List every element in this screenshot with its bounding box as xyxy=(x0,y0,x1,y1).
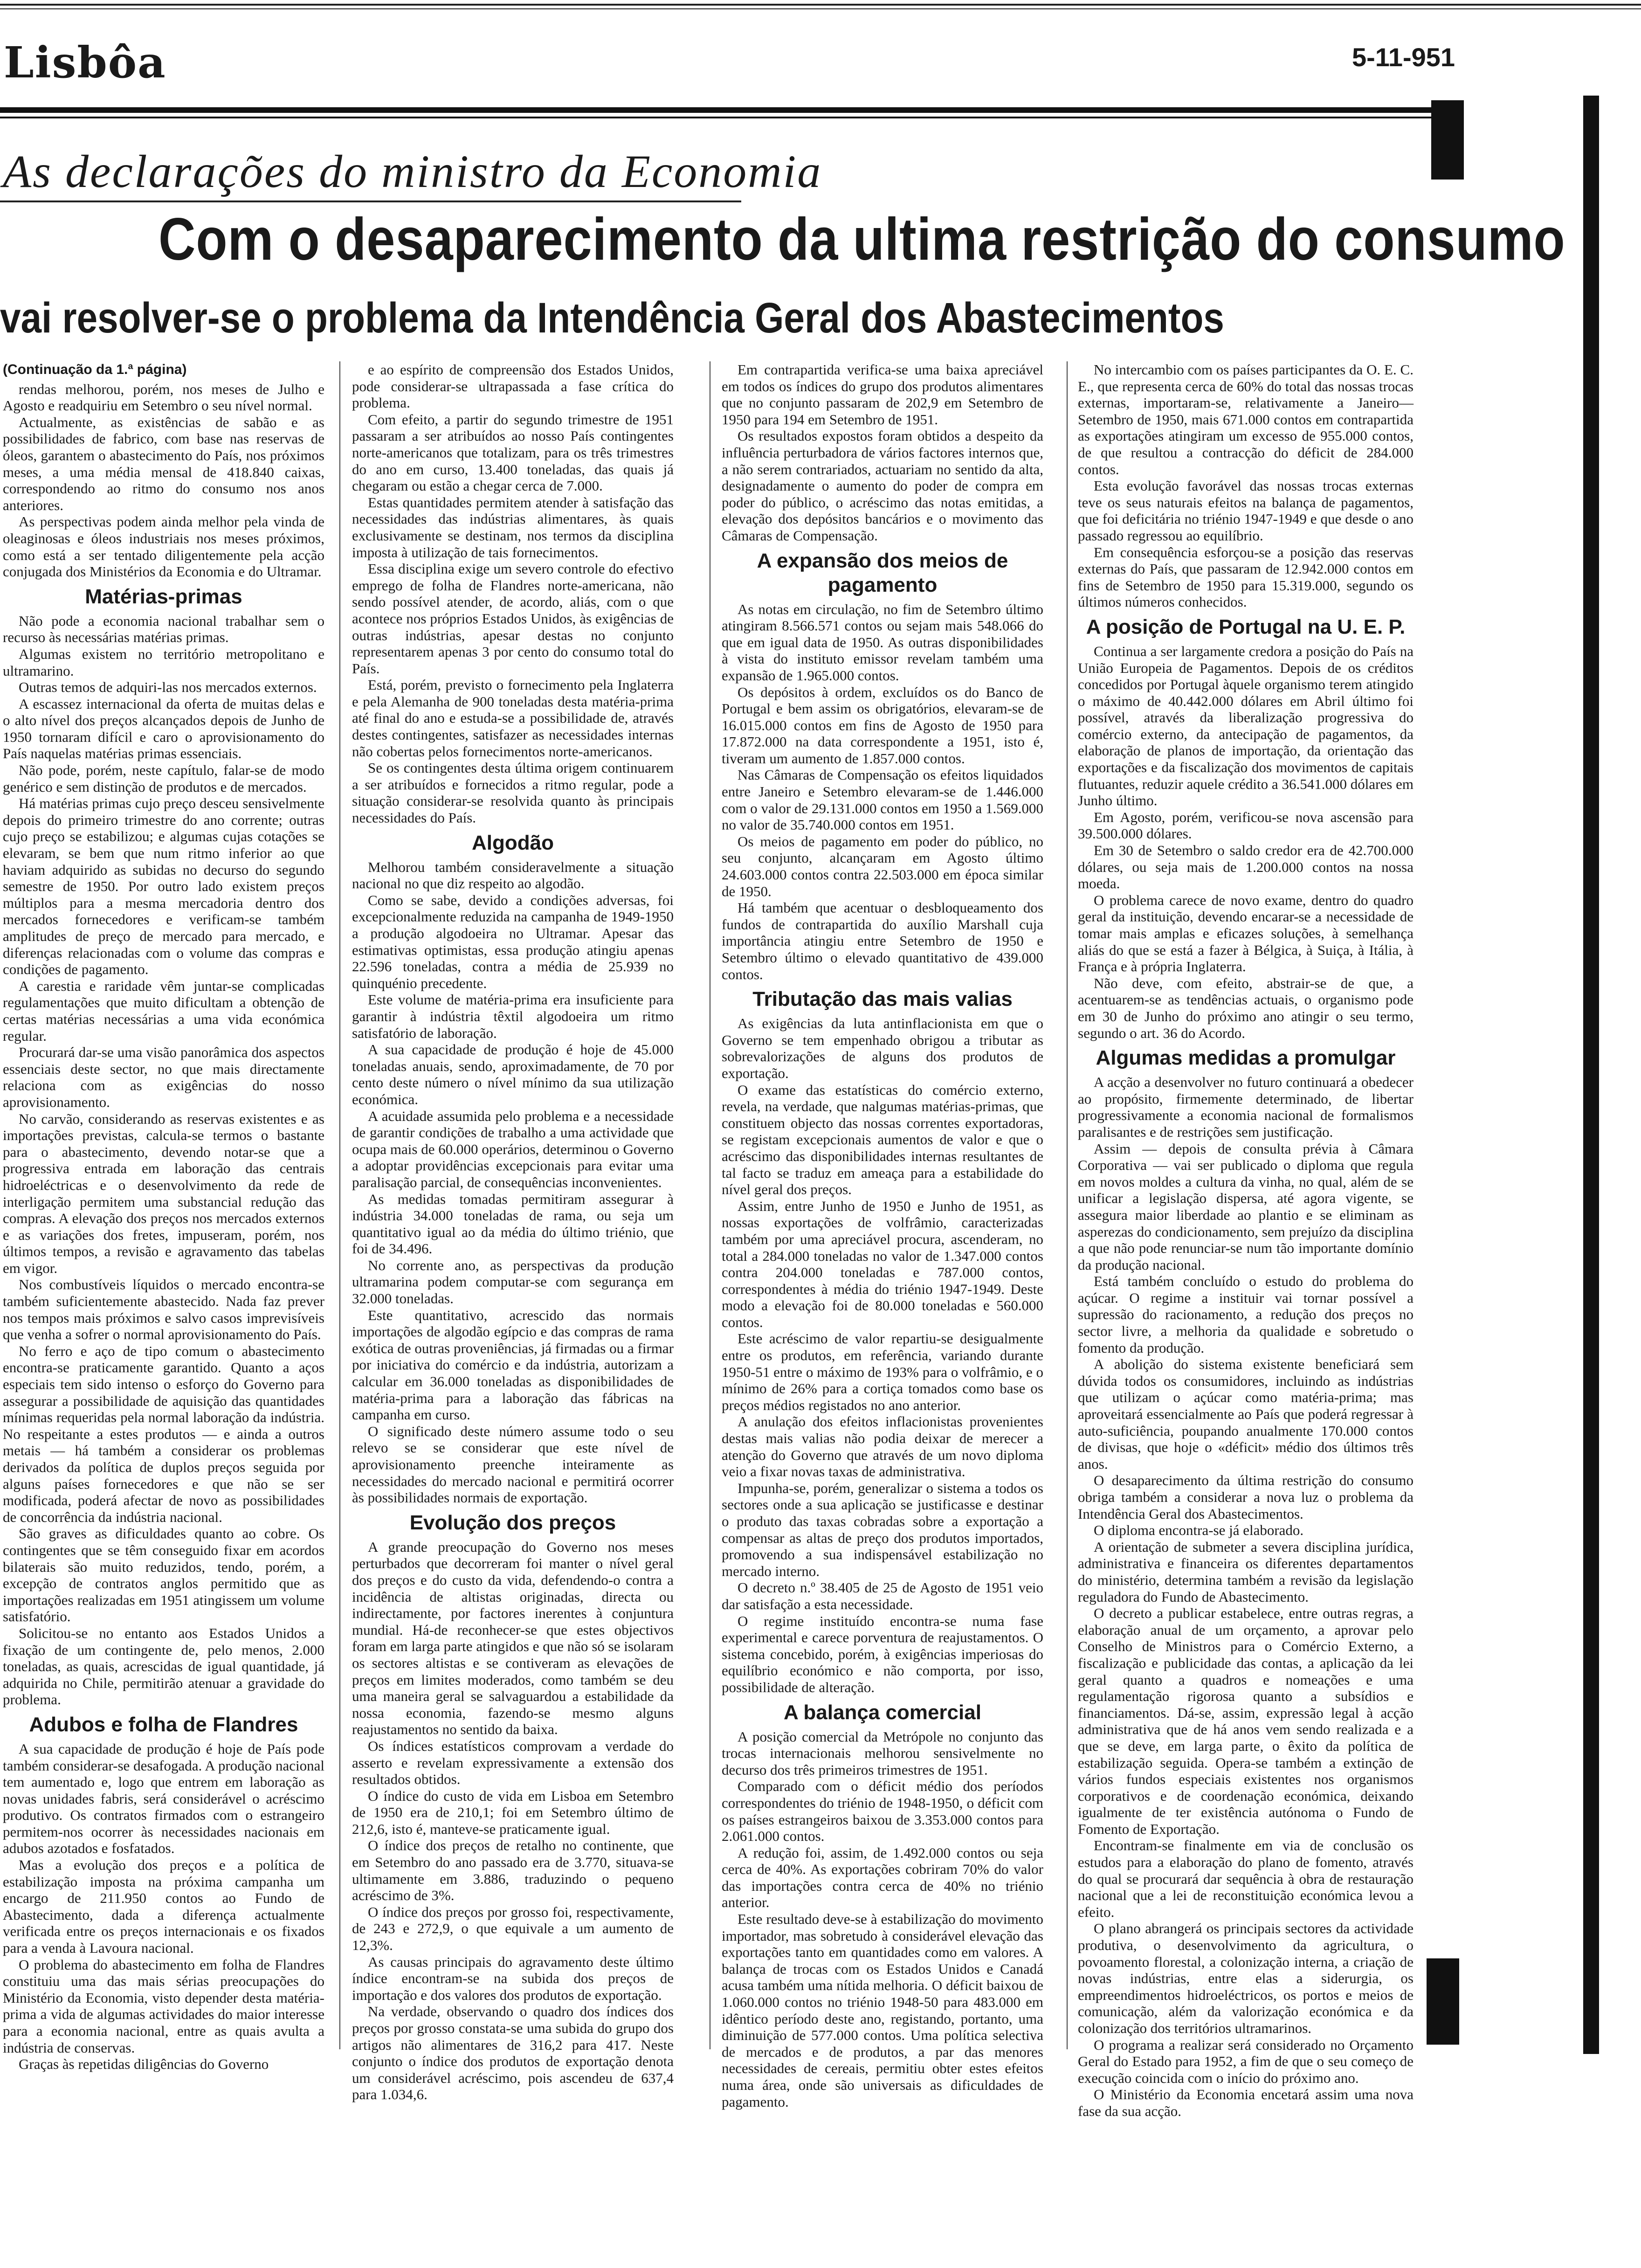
article-column-4 xyxy=(1078,361,1413,2120)
kicker-underline xyxy=(0,201,741,202)
article-column-3 xyxy=(722,361,1043,2110)
article-paragraph: Graças às repetidas diligências do Governo xyxy=(19,2056,269,2073)
article-paragraph: Solicitou-se no entanto aos Estados Unidos a fixação de um contingente de, pelo menos, 2.000 toneladas, as quais, acrescidas de igual quantidade, já adquirida no Chile, permitirão atenuar a gravidade do problema. xyxy=(3,1625,324,1708)
masthead-date: 5-11-951 xyxy=(1352,42,1455,72)
article-paragraph: Melhorou também consideravelmente a situação nacional no que diz respeito ao algodão. xyxy=(352,858,674,892)
article-paragraph: Se os contingentes desta última origem continuarem a ser atribuídos e fornecidos a ritmo regular, pode a situação considerar-se resolvida quanto às principais necessidades do País. xyxy=(352,760,674,826)
article-paragraph: Este resultado deve-se à estabilização do movimento importador, mas sobretudo à considerável elevação das exportações tanto em quantidades como em valores. A balança de trocas com os Estados Unidos e Canadá acusa também uma nítida melhoria. O déficit baixou de 1.060.000 contos no triénio 1948-50 para 483.000 em idêntico período deste ano, registando, portanto, uma diminuição de 577.000 contos. Uma política selectiva de mercados e de produtos, a par das menores necessidades de cereais, permitiu obter estes efeitos numa área, onde são universais as dificuldades de pagamento. xyxy=(722,1911,1043,2110)
article-paragraph: O regime instituído encontra-se numa fase experimental e carece porventura de reajustamentos. O sistema concebido, porém, à exigências imperiosas do equilíbrio económico e não comporta, por isso, possibilidade de alteração. xyxy=(722,1612,1043,1695)
article-paragraph: Com efeito, a partir do segundo trimestre de 1951 passaram a ser atribuídos ao nosso País contingentes norte-americanos que totalizam, para os três trimestres do ano em curso, 13.400 toneladas, das quais já chegaram ou estão a chegar cerca de 7.000. xyxy=(352,411,674,494)
article-paragraph: Em contrapartida verifica-se uma baixa apreciável em todos os índices do grupo dos produtos alimentares que no conjunto passaram de 202,9 em Setembro de 1950 para 194 em Setembro de 1951. xyxy=(722,361,1043,428)
article-paragraph: No corrente ano, as perspectivas da produção ultramarina podem computar-se com segurança em 32.000 toneladas. xyxy=(352,1257,674,1307)
article-paragraph: O desaparecimento da última restrição do consumo obriga também a considerar a nova luz o problema da Intendência Geral dos Abastecimentos. xyxy=(1078,1472,1413,1522)
article-paragraph: O exame das estatísticas do comércio externo, revela, na verdade, que nalgumas matérias-primas, que constituem objecto das nossas correntes exportadoras, se registam excepcionais aumentos de valor e que o acréscimo das disponibilidades internas resultantes de tal facto se traduz em ameaça para a estabilidade do nível geral dos preços. xyxy=(722,1081,1043,1198)
article-paragraph: O decreto n.º 38.405 de 25 de Agosto de 1951 veio dar satisfação a esta necessidade. xyxy=(722,1579,1043,1612)
article-paragraph: Mas a evolução dos preços e a política de estabilização imposta na próxima campanha um encargo de 211.950 contos ao Fundo de Abastecimento, dada a diferença actualmente verificada entre os preços internacionais e os fixados para a venda à Lavoura nacional. xyxy=(3,1857,324,1957)
article-paragraph: Não pode, porém, neste capítulo, falar-se de modo genérico e sem distinção de produtos e de mercados. xyxy=(3,762,324,795)
right-bar-top-block xyxy=(1431,100,1464,180)
article-paragraph: Continua a ser largamente credora a posição do País na União Europeia de Pagamentos. Depois de os créditos concedidos por Portugal àquele organismo terem atingido o máximo de 40.442.000 dólares em Abril último foi possível, através da liberalização progressiva do comércio externo, da antecipação de pagamentos, da elaboração de planos de importação, da orientação das exportações e da fiscalização dos movimentos de capitais flutuantes, reduzir aquele crédito a 36.541.000 dólares em Junho último. xyxy=(1078,643,1413,809)
article-paragraph: Essa disciplina exige um severo controle do efectivo emprego de folha de Flandres norte-americana, não sendo possível atender, de acordo, aliás, com o que acontece nos próprios Estados Unidos, às exigências de outras indústrias, apesar destas no conjunto representarem apenas 3 por cento do consumo total do País. xyxy=(352,560,674,677)
article-paragraph: Algumas existem no território metropolitano e ultramarino. xyxy=(3,645,324,679)
article-paragraph: As notas em circulação, no fim de Setembro último atingiram 8.566.571 contos ou sejam mais 548.066 do que em igual data de 1950. As outras disponibilidades à vista do instituto emissor revelam também uma expansão de 1.965.000 contos. xyxy=(722,601,1043,684)
section-heading: A posição de Portugal na U. E. P. xyxy=(1086,615,1406,638)
article-paragraph: Não deve, com efeito, abstrair-se de que, a acentuarem-se as tendências actuais, o organismo pode em 30 de Junho do próximo ano atingir o seu termo, segundo o art. 36 do Acordo. xyxy=(1078,975,1413,1041)
article-paragraph: O decreto a publicar estabelece, entre outras regras, a elaboração anual de um orçamento, a aprovar pelo Conselho de Ministros para o Comércio Externo, a fiscalização e publicidade das contas, a aplicação da lei geral quanto a quadros e nomeações e uma regulamentação rigorosa quanto a subsídios e financiamentos. Dá-se, assim, expressão legal à acção administrativa que de há anos vem sendo realizada e a que se deve, em larga parte, o êxito da política de estabilização seguida. Opera-se também a extinção de vários fundos especiais existentes nos organismos corporativos e de coordenação económica, deixando igualmente de ter existência autónoma o Fundo de Fomento de Exportação. xyxy=(1078,1605,1413,1837)
masthead-rule xyxy=(0,107,1464,113)
kicker: As declarações do ministro da Economia xyxy=(3,145,822,197)
section-heading: Tributação das mais valias xyxy=(752,988,1013,1011)
article-paragraph: O plano abrangerá os principais sectores da actividade produtiva, o desenvolvimento da agricultura, o povoamento florestal, a colonização interna, a criação de novas indústrias, entre elas a siderurgia, os empreendimentos hidroeléctricos, os portos e meios de comunicação, além da valorização económica e da colonização dos territórios ultramarinos. xyxy=(1078,1920,1413,2036)
article-paragraph: A redução foi, assim, de 1.492.000 contos ou seja cerca de 40%. As exportações cobriram 70% do valor das importações contra cerca de 40% no triénio anterior. xyxy=(722,1844,1043,1911)
article-paragraph: Este acréscimo de valor repartiu-se desigualmente entre os produtos, em referência, variando durante 1950-51 entre o máximo de 193% para o volfrâmio, e o mínimo de 26% para a cortiça tomados como base os preços médios registados no ano anterior. xyxy=(722,1330,1043,1413)
article-column-2 xyxy=(352,361,674,2103)
article-paragraph: Em Agosto, porém, verificou-se nova ascensão para 39.500.000 dólares. xyxy=(1078,809,1413,842)
article-paragraph: Impunha-se, porém, generalizar o sistema a todos os sectores onde a sua aplicação se justificasse e destinar o produto das taxas cobradas sobre a exportação a compensar as altas de preço dos produtos importados, promovendo a sua indispensável estabilização no mercado interno. xyxy=(722,1480,1043,1579)
headline-secondary: vai resolver-se o problema da Intendência Geral dos Abastecimentos xyxy=(0,294,1224,342)
article-paragraph: No intercambio com os países participantes da O. E. C. E., que representa cerca de 60% do total das nossas trocas externas, importaram-se, relativamente a Janeiro—Setembro de 1950, mais 671.000 contos em contrapartida as exportações atingiram um excesso de 955.000 contos, de que resultou a contracção do déficit de 284.000 contos. xyxy=(1078,361,1413,477)
article-paragraph: A posição comercial da Metrópole no conjunto das trocas internacionais melhorou sensivelmente no decurso dos três primeiros trimestres de 1951. xyxy=(722,1728,1043,1778)
article-paragraph: Nos combustíveis líquidos o mercado encontra-se também suficientemente abastecido. Nada faz prever nos tempos mais próximos e salvo casos imprevisíveis que venha a sofrer o normal aprovisionamento do País. xyxy=(3,1276,324,1343)
section-heading: Algumas medidas a promulgar xyxy=(1096,1046,1396,1070)
article-paragraph: A escassez internacional da oferta de muitas delas e o alto nível dos preços alcançados depois de Junho de 1950 tornaram difícil e caro o aprovisionamento do País naquelas matérias primas essenciais. xyxy=(3,695,324,762)
article-paragraph: Os índices estatísticos comprovam a verdade do asserto e revelam expressivamente a extensão dos resultados obtidos. xyxy=(352,1737,674,1788)
article-paragraph: A acção a desenvolver no futuro continuará a obedecer ao propósito, firmemente determinado, de libertar progressivamente a economia nacional de formalismos paralisantes e de restrições sem justificação. xyxy=(1078,1074,1413,1140)
article-paragraph: Os depósitos à ordem, excluídos os do Banco de Portugal e bem assim os obrigatórios, elevaram-se de 16.015.000 contos em fins de Agosto de 1950 para 17.872.000 na data correspondente a 1951, isto é, tiveram um aumento de 1.857.000 contos. xyxy=(722,684,1043,767)
article-paragraph: O diploma encontra-se já elaborado. xyxy=(1094,1522,1304,1539)
article-paragraph: A orientação de submeter a severa disciplina jurídica, administrativa e financeira os diferentes departamentos do ministério, determina também a revisão da legislação reguladora do Fundo de Abastecimento. xyxy=(1078,1538,1413,1605)
article-paragraph: Na verdade, observando o quadro dos índices dos preços por grosso constata-se uma subida do grupo dos artigos não alimentares de 316,2 para 417. Neste conjunto o índice dos produtos de exportação denota um considerável acréscimo, pois ascendeu de 637,4 para 1.034,6. xyxy=(352,2003,674,2103)
article-paragraph: Há matérias primas cujo preço desceu sensivelmente depois do primeiro trimestre do ano corrente; outras cujo preço se estabilizou; e algumas cujas cotações se elevaram, se bem que num ritmo inferior ao que haviam adquirido as subidas no decurso do segundo semestre de 1950. Por outro lado existem preços múltiplos para a mesma mercadoria dentro dos mercados fornecedores e verificam-se também amplitudes de preço de mercado para mercado, e diferenças relacionadas com o volume das compras e condições de pagamento. xyxy=(3,795,324,978)
article-paragraph: As medidas tomadas permitiram assegurar à indústria 34.000 toneladas de rama, ou seja um quantitativo igual ao da média do último triénio, que foi de 34.496. xyxy=(352,1190,674,1257)
article-paragraph: A abolição do sistema existente beneficiará sem dúvida todos os consumidores, incluindo as indústrias que utilizam o açúcar como matéria-prima; mas aproveitará essencialmente ao País que poderá regressar à auto-suficiência, poupando anualmente 170.000 contos de divisas, que hoje o «déficit» médio dos últimos três anos. xyxy=(1078,1356,1413,1472)
article-paragraph: Há também que acentuar o desbloqueamento dos fundos de contrapartida do auxílio Marshall cuja importância atingiu entre Setembro de 1950 e Setembro último o elevado quantitativo de 439.000 contos. xyxy=(722,899,1043,982)
headline-main: Com o desaparecimento da ultima restrição do consumo xyxy=(159,206,1565,273)
article-paragraph: Procurará dar-se uma visão panorâmica dos aspectos essenciais deste sector, no que mais directamente relaciona com as exigências do nosso aprovisionamento. xyxy=(3,1044,324,1110)
article-paragraph: Nas Câmaras de Compensação os efeitos liquidados entre Janeiro e Setembro elevaram-se de 1.446.000 com o valor de 29.131.000 contos em 1950 a 1.569.000 no valor de 35.740.000 contos em 1951. xyxy=(722,767,1043,833)
article-paragraph: Comparado com o déficit médio dos períodos correspondentes do triénio de 1948-1950, o déficit com os países estrangeiros baixou de 3.353.000 contos para 2.061.000 contos. xyxy=(722,1778,1043,1845)
section-heading: Matérias-primas xyxy=(85,585,242,608)
article-paragraph: rendas melhorou, porém, nos meses de Julho e Agosto e readquiriu em Setembro o seu nível normal. xyxy=(3,380,324,414)
article-paragraph: A carestia e raridade vêm juntar-se complicadas regulamentações que muito dificultam a obtenção de certas matérias necessárias a uma vida económica regular. xyxy=(3,977,324,1044)
article-paragraph: Estas quantidades permitem atender à satisfação das necessidades das indústrias alimentares, às quais exclusivamente se destinam, nos termos da disciplina imposta à utilização de tais fornecimentos. xyxy=(352,494,674,560)
article-paragraph: As causas principais do agravamento deste último índice encontram-se na subida dos preços de importação e dos valores dos produtos de exportação. xyxy=(352,1953,674,2003)
section-heading: Evolução dos preços xyxy=(409,1511,616,1534)
article-paragraph: As exigências da luta antinflacionista em que o Governo se tem empenhado obrigou a tributar as sobrevalorizações de alguns dos produtos de exportação. xyxy=(722,1015,1043,1081)
article-paragraph: Está também concluído o estudo do problema do açúcar. O regime a instituir vai tornar possível a supressão do racionamento, a redução dos preços no sector livre, a melhoria da qualidade e sobretudo o fomento da produção. xyxy=(1078,1273,1413,1356)
article-paragraph: Encontram-se finalmente em via de conclusão os estudos para a elaboração do plano de fomento, através do qual se procurará dar sequência à obra de restauração nacional que a lei de reconstituição económica levou a efeito. xyxy=(1078,1837,1413,1920)
section-heading: A balança comercial xyxy=(784,1701,981,1724)
top-rule-2 xyxy=(0,8,1641,9)
right-bar-bottom-block xyxy=(1427,1958,1459,2045)
article-paragraph: A anulação dos efeitos inflacionistas provenientes destas mais valias não podia deixar de merecer a atenção do Governo que através de um novo diploma veio a fixar novas taxas de administrativa. xyxy=(722,1413,1043,1480)
article-paragraph: Este volume de matéria-prima era insuficiente para garantir à indústria têxtil algodoeira um ritmo satisfatório de laboração. xyxy=(352,991,674,1041)
article-paragraph: Está, porém, previsto o fornecimento pela Inglaterra e pela Alemanha de 900 toneladas desta matéria-prima até final do ano e estuda-se a possibilidade de, através destes contingentes, satisfazer as necessidades internas não cobertas pelos fornecimentos norte-americanos. xyxy=(352,677,674,760)
article-paragraph: O índice dos preços por grosso foi, respectivamente, de 243 e 272,9, o que equivale a um aumento de 12,3%. xyxy=(352,1903,674,1954)
article-paragraph: Não pode a economia nacional trabalhar sem o recurso às necessárias matérias primas. xyxy=(3,612,324,646)
article-paragraph: A acuidade assumida pelo problema e a necessidade de garantir condições de trabalho a uma actividade que ocupa mais de 60.000 operários, determinou o Governo a adoptar providências excepcionais para evitar uma paralisação parcial, de consequências inconvenientes. xyxy=(352,1107,674,1190)
article-paragraph: O significado deste número assume todo o seu relevo se se considerar que este nível de aprovisionamento preenche inteiramente as necessidades do mercado nacional e permitirá ocorrer às possibilidades normais de exportação. xyxy=(352,1423,674,1506)
article-column-1 xyxy=(3,361,324,2073)
column-rule-1 xyxy=(339,361,340,2049)
article-paragraph: Outras temos de adquiri-las nos mercados externos. xyxy=(19,679,317,696)
article-paragraph: Como se sabe, devido a condições adversas, foi excepcionalmente reduzida na campanha de 1949-1950 a produção algodoeira no Ultramar. Apesar das estimativas optimistas, essa produção atingiu apenas 22.596 toneladas, contra a média de 25.939 no quinquénio precedente. xyxy=(352,892,674,991)
article-paragraph: Assim — depois de consulta prévia à Câmara Corporativa — vai ser publicado o diploma que regula em novos moldes a cultura da vinha, no qual, além de se unificar a legislação dispersa, até agora vigente, se assegura maior liberdade ao plantio e se eliminam as asperezas do condicionamento, sem prejuízo da disciplina a que não pode renunciar-se num tão importante domínio da produção nacional. xyxy=(1078,1140,1413,1273)
article-paragraph: As perspectivas podem ainda melhor pela vinda de oleaginosas e óleos industriais nos meses próximos, como está a ser tentado diligentemente pela acção conjugada dos Ministérios da Economia e do Ultramar. xyxy=(3,513,324,580)
article-paragraph: A sua capacidade de produção é hoje de 45.000 toneladas anuais, sendo, aproximadamente, de 70 por cento deste número o nível mínimo da sua utilização económica. xyxy=(352,1041,674,1107)
right-margin-bar xyxy=(1583,96,1599,2054)
article-paragraph: O índice do custo de vida em Lisboa em Setembro de 1950 era de 210,1; foi em Setembro último de 212,6, isto é, manteve-se praticamente igual. xyxy=(352,1787,674,1837)
article-paragraph: No ferro e aço de tipo comum o abastecimento encontra-se praticamente garantido. Quanto a aços especiais tem sido intenso o esforço do Governo para assegurar a possibilidade de aquisição das quantidades mínimas requeridas pela normal laboração da indústria. No respeitante a estes produtos — e ainda a outros metais — há também a considerar os problemas derivados da política de duplos preços seguida por alguns países fornecedores e que não se ser modificada, poderá afectar de novo as possibilidades de concorrência da indústria nacional. xyxy=(3,1342,324,1525)
article-paragraph: Os meios de pagamento em poder do público, no seu conjunto, alcançaram em Agosto último 24.603.000 contos contra 22.503.000 em época similar de 1950. xyxy=(722,833,1043,899)
article-paragraph: Este quantitativo, acrescido das normais importações de algodão egípcio e das compras de rama exótica de outras proveniências, já firmadas ou a firmar por iniciativa do comércio e da indústria, autorizam a calcular em 36.000 toneladas as disponibilidades de matéria-prima para a laboração das fábricas na campanha em curso. xyxy=(352,1307,674,1423)
article-paragraph: O índice dos preços de retalho no continente, que em Setembro do ano passado era de 3.770, situava-se ultimamente em 3.886, traduzindo o pequeno acréscimo de 3%. xyxy=(352,1837,674,1904)
article-paragraph: Em 30 de Setembro o saldo credor era de 42.700.000 dólares, ou seja mais de 1.200.000 contos na nossa moeda. xyxy=(1078,842,1413,892)
masthead-city: Lisbôa xyxy=(4,37,166,88)
masthead-rule-thin xyxy=(0,117,1464,118)
article-paragraph: Actualmente, as existências de sabão e as possibilidades de fabrico, com base nas reservas de óleos, garantem o abastecimento do País, nos próximos meses, a uma média mensal de 418.840 caixas, correspondendo ao ritmo do consumo nos anos anteriores. xyxy=(3,414,324,513)
article-paragraph: Em consequência esforçou-se a posição das reservas externas do País, que passaram de 12.942.000 contos em fins de Setembro de 1950 para 15.319.000, segundo os últimos números conhecidos. xyxy=(1078,544,1413,610)
article-paragraph: A sua capacidade de produção é hoje de País pode também considerar-se desafogada. A produção nacional tem aumentado e, logo que entrem em laboração as novas unidades fabris, será considerável o acréscimo produtivo. Os contratos firmados com o estrangeiro permitem-nos ocorrer às necessidades nacionais em adubos azotados e fosfatados. xyxy=(3,1740,324,1857)
article-paragraph: O programa a realizar será considerado no Orçamento Geral do Estado para 1952, a fim de que o seu começo de execução coincida com o início do próximo ano. xyxy=(1078,2036,1413,2086)
article-paragraph: O problema do abastecimento em folha de Flandres constituiu uma das mais sérias preocupações do Ministério da Economia, visto depender desta matéria-prima a vida de algumas actividades do maior interesse para a economia nacional, entre as quais avulta a indústria de conservas. xyxy=(3,1956,324,2056)
article-paragraph: O problema carece de novo exame, dentro do quadro geral da instituição, devendo encarar-se a necessidade de tomar mais amplas e eficazes soluções, à semelhança aliás do que se está a fazer à Bélgica, à Suiça, à Itália, à França e à própria Inglaterra. xyxy=(1078,892,1413,975)
article-paragraph: Os resultados expostos foram obtidos a despeito da influência perturbadora de vários factores internos que, a não serem contrariados, actuariam no sentido da alta, designadamente o aumento do poder de compra em poder do público, o acréscimo das notas emitidas, a elevação dos depósitos bancários e o movimento das Câmaras de Compensação. xyxy=(722,428,1043,544)
article-paragraph: O Ministério da Economia encetará assim uma nova fase da sua acção. xyxy=(1078,2086,1413,2119)
article-paragraph: Assim, entre Junho de 1950 e Junho de 1951, as nossas exportações de volfrâmio, caracterizadas também por uma apreciável procura, ascenderam, no total a 284.000 toneladas no valor de 1.347.000 contos contra 204.000 toneladas e 787.000 contos, correspondentes à média do triénio 1947-1949. Deste modo a elevação foi de 80.000 toneladas e 560.000 contos. xyxy=(722,1197,1043,1330)
top-rule xyxy=(0,4,1641,6)
article-paragraph: São graves as dificuldades quanto ao cobre. Os contingentes que se têm conseguido fixar em acordos bilaterais são muito reduzidos, tendo, porém, a excepção de contratos anglos permitido que as importações realizadas em 1951 atingissem um volume satisfatório. xyxy=(3,1525,324,1625)
continuation-note: (Continuação da 1.ª página) xyxy=(3,362,187,377)
article-paragraph: Esta evolução favorável das nossas trocas externas teve os seus naturais efeitos na balança de pagamentos, que foi deficitária no triénio 1947-1949 e que desde o ano passado regressou ao equilíbrio. xyxy=(1078,477,1413,544)
article-paragraph: No carvão, considerando as reservas existentes e as importações previstas, calcula-se termos o bastante para o abastecimento, devendo notar-se que a progressiva entrada em laboração das centrais hidroeléctricas e o desenvolvimento da rede de interligação permitem uma substancial redução das compras. A elevação dos preços nos mercados externos e as variações dos fretes, impuseram, porém, nos últimos tempos, a revisão e agravamento das tabelas em vigor. xyxy=(3,1110,324,1276)
article-paragraph: A grande preocupação do Governo nos meses perturbados que decorreram foi manter o nível geral dos preços e do custo da vida, defendendo-o contra a incidência de altistas originadas, directa ou indirectamente, por factores inerentes à conjuntura mundial. Há-de reconhecer-se que estes objectivos foram em larga parte atingidos e que não só se isolaram os sectores altistas e se contiveram as elevações de preços em limites moderados, como também se deu uma maneira geral se salvaguardou a estabilidade da nossa economia, fazendo-se mesmo alguns reajustamentos no sentido da baixa. xyxy=(352,1538,674,1738)
section-heading: Adubos e folha de Flandres xyxy=(29,1713,298,1736)
column-rule-3 xyxy=(1067,361,1068,2049)
section-heading: A expansão dos meios de pagamento xyxy=(757,549,1008,596)
section-heading: Algodão xyxy=(472,831,554,854)
article-paragraph: e ao espírito de compreensão dos Estados Unidos, pode considerar-se ultrapassada a fase crítica do problema. xyxy=(352,361,674,411)
